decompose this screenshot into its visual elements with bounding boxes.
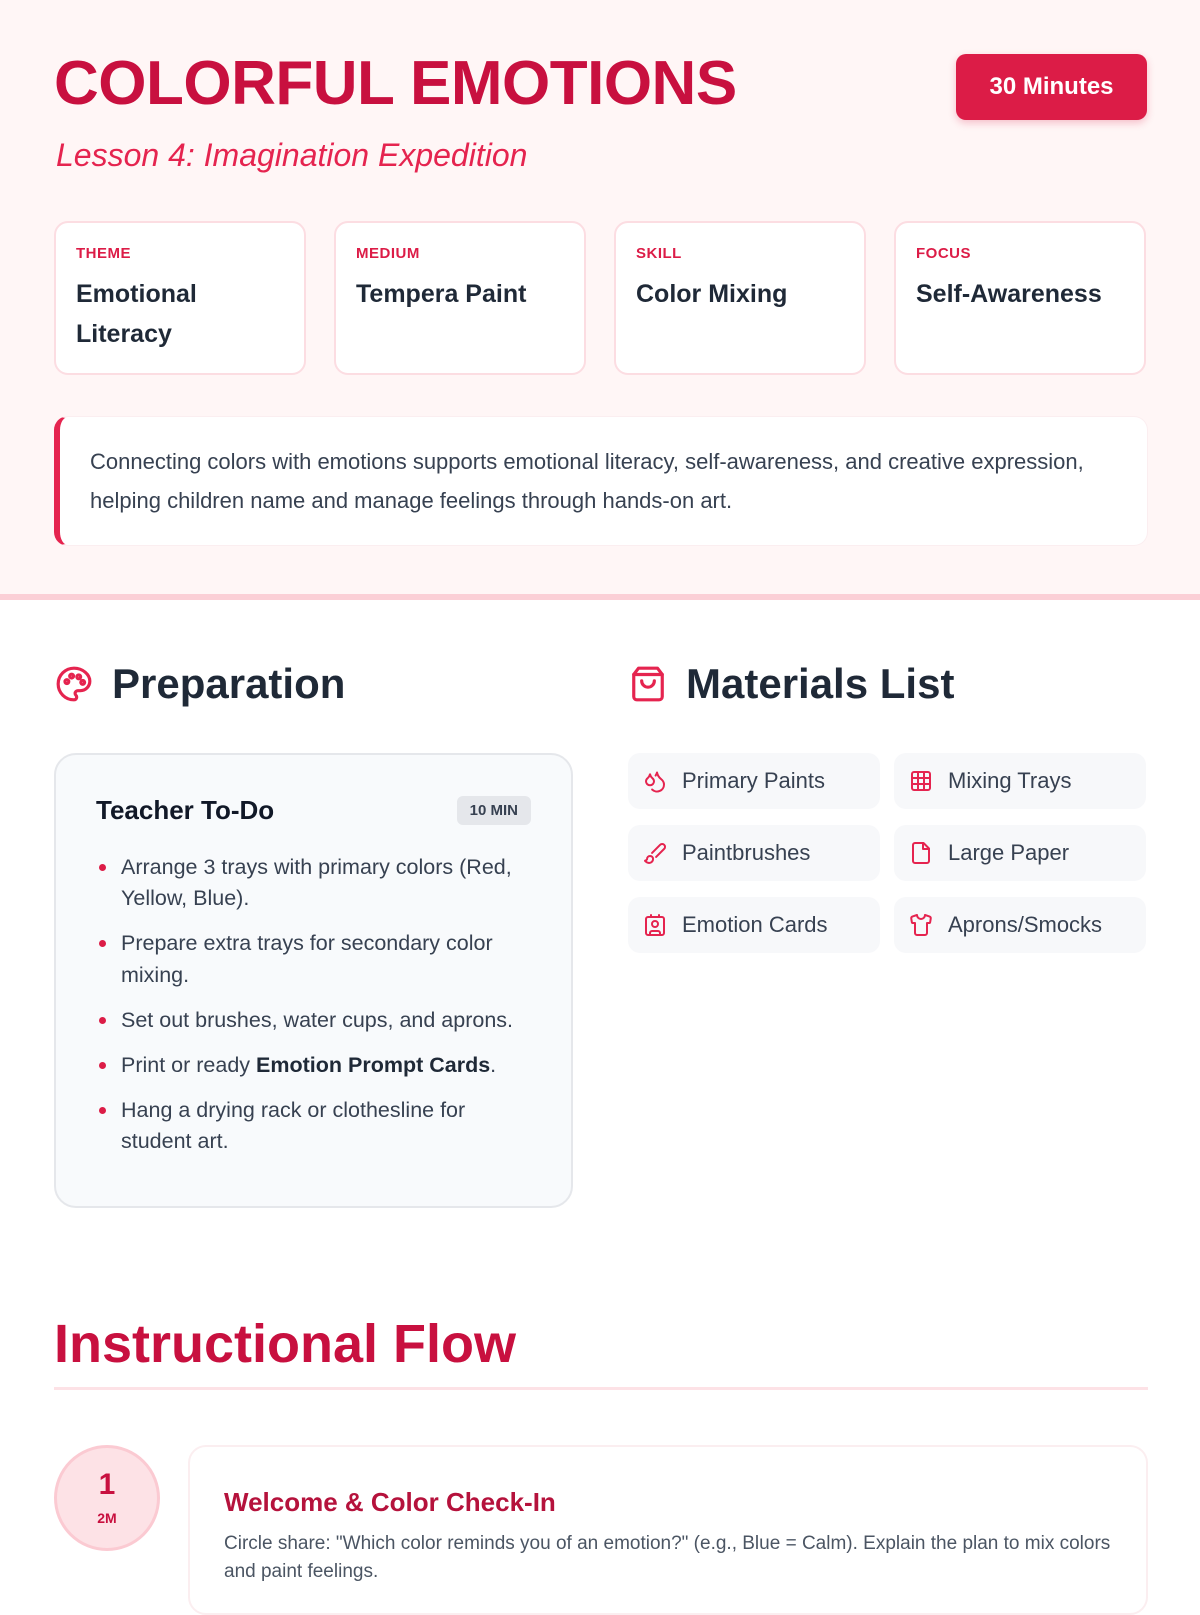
shirt-icon	[908, 912, 934, 938]
info-label: MEDIUM	[356, 245, 420, 262]
droplets-icon	[642, 768, 668, 794]
todo-title: Teacher To-Do	[96, 795, 275, 825]
list-item: Set out brushes, water cups, and aprons.	[96, 1005, 531, 1036]
info-value: Emotional Literacy	[76, 280, 197, 348]
shopping-bag-icon	[628, 664, 668, 704]
section-title: Preparation	[112, 660, 346, 707]
material-label: Large Paper	[948, 840, 1070, 865]
palette-icon	[54, 664, 94, 704]
duration-badge: 30 Minutes	[956, 54, 1147, 120]
material-item	[628, 825, 880, 881]
info-label: FOCUS	[916, 245, 971, 262]
material-item	[894, 753, 1146, 809]
material-item	[628, 753, 880, 809]
material-label: Primary Paints	[682, 768, 826, 793]
info-label: THEME	[76, 245, 131, 262]
contact-card-icon	[642, 912, 668, 938]
list-item: Print or ready Emotion Prompt Cards.	[96, 1050, 531, 1081]
lesson-subtitle: Lesson 4: Imagination Expedition	[56, 137, 528, 173]
teacher-todo-card	[54, 753, 573, 1208]
material-label: Mixing Trays	[948, 768, 1072, 793]
lesson-summary: Connecting colors with emotions supports emotional literacy, self-awareness, and creative expression, helping children name and manage feelings through hands-on art.	[54, 416, 1148, 546]
info-card-skill	[614, 221, 866, 375]
lesson-header	[0, 0, 1200, 600]
info-value: Self-Awareness	[916, 280, 1102, 308]
info-label: SKILL	[636, 245, 682, 262]
step-card	[188, 1445, 1148, 1615]
info-value: Tempera Paint	[356, 280, 527, 308]
info-card-theme	[54, 221, 306, 375]
material-label: Aprons/Smocks	[948, 912, 1103, 937]
info-card-medium	[334, 221, 586, 375]
flow-heading: Instructional Flow	[54, 1314, 517, 1374]
list-item: Prepare extra trays for secondary color mixing.	[96, 928, 531, 990]
time-pill: 10 MIN	[457, 796, 531, 825]
step-description: Circle share: "Which color reminds you of an emotion?" (e.g., Blue = Calm). Explain the plan to mix colors and paint feelings.	[224, 1533, 1111, 1582]
material-item	[628, 897, 880, 953]
material-label: Paintbrushes	[682, 840, 811, 865]
material-label: Emotion Cards	[682, 912, 828, 937]
step-number-badge	[54, 1445, 160, 1551]
step-title: Welcome & Color Check-In	[224, 1487, 556, 1517]
preparation-heading	[54, 660, 345, 708]
grid-icon	[908, 768, 934, 794]
section-title: Materials List	[686, 660, 955, 707]
material-item	[894, 897, 1146, 953]
page-title: COLORFUL EMOTIONS	[54, 49, 737, 118]
materials-heading	[628, 660, 954, 708]
step-duration: 2M	[97, 1510, 117, 1526]
list-item: Hang a drying rack or clothesline for student art.	[96, 1095, 531, 1157]
step-number: 1	[98, 1468, 116, 1501]
divider	[54, 1387, 1148, 1390]
file-icon	[908, 840, 934, 866]
brush-icon	[642, 840, 668, 866]
material-item	[894, 825, 1146, 881]
list-item: Arrange 3 trays with primary colors (Red, Yellow, Blue).	[96, 852, 531, 914]
info-value: Color Mixing	[636, 280, 788, 308]
info-card-focus	[894, 221, 1146, 375]
todo-list	[96, 852, 531, 1157]
